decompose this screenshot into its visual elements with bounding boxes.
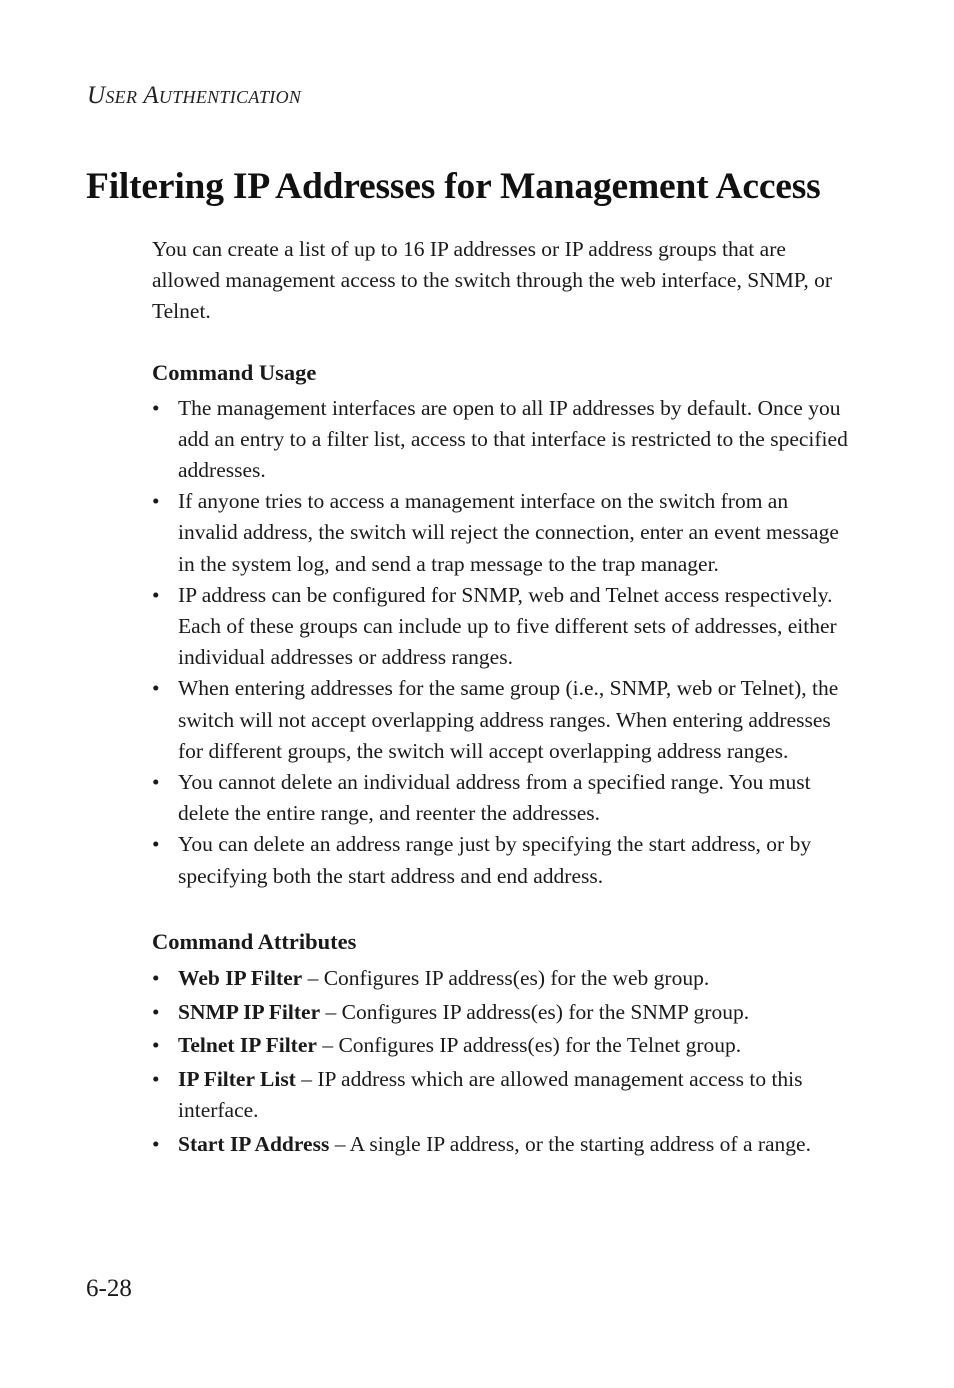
attribute-description: – Configures IP address(es) for the web group. (302, 965, 710, 990)
list-item-text: When entering addresses for the same group (i.e., SNMP, web or Telnet), the switch will not accept overlapping address ranges. When entering addresses for different groups, the switch will accept overlapping address ranges. (178, 676, 839, 763)
attribute-description: – Configures IP address(es) for the Telnet group. (316, 1033, 742, 1058)
bullet-icon: • (152, 1067, 160, 1092)
list-item (152, 486, 852, 580)
attribute-item (152, 997, 852, 1028)
list-item (152, 393, 852, 487)
list-item (152, 767, 852, 829)
intro-paragraph: You can create a list of up to 16 IP addresses or IP address groups that are allowed management access to the switch through the web interface, SNMP, or Telnet. (152, 237, 833, 324)
attribute-item (152, 963, 852, 994)
bullet-icon: • (152, 489, 160, 514)
page-title: Filtering IP Addresses for Management Access (86, 166, 821, 207)
list-item (152, 580, 852, 674)
bullet-icon: • (152, 999, 160, 1024)
command-usage-heading: Command Usage (152, 359, 317, 385)
command-attributes-list (152, 963, 852, 1161)
bullet-icon: • (152, 770, 160, 795)
bullet-icon: • (152, 676, 160, 701)
page-number: 6-28 (86, 1275, 132, 1302)
attribute-item (152, 1129, 852, 1160)
attribute-description: – IP address which are allowed management access to this interface. (178, 1067, 803, 1123)
attribute-item (152, 1030, 852, 1061)
list-item-text: The management interfaces are open to all IP addresses by default. Once you add an entry to a filter list, access to that interface is restricted to the specified addresses. (178, 395, 848, 483)
attribute-term: SNMP IP Filter (178, 999, 321, 1024)
attribute-description: – Configures IP address(es) for the SNMP group. (320, 999, 750, 1024)
running-header: User Authentication (87, 82, 302, 109)
bullet-icon: • (152, 395, 160, 420)
command-usage-list (152, 393, 852, 892)
list-item (152, 673, 852, 767)
command-attributes-heading: Command Attributes (152, 928, 357, 954)
list-item-text: If anyone tries to access a management interface on the switch from an invalid address, the switch will reject the connection, enter an event message in the system log, and send a trap message to the trap manager. (178, 489, 839, 576)
list-item-text: You cannot delete an individual address from a specified range. You must delete the entire range, and reenter the addresses. (178, 770, 811, 826)
bullet-icon: • (152, 832, 160, 857)
list-item-text: IP address can be configured for SNMP, web and Telnet access respectively. Each of these groups can include up to five different sets of addresses, either individual addresses or address ranges. (178, 582, 837, 670)
bullet-icon: • (152, 1132, 160, 1157)
bullet-icon: • (152, 582, 160, 607)
list-item-text: You can delete an address range just by specifying the start address, or by specifying both the start address and end address. (178, 832, 812, 888)
attribute-term: Telnet IP Filter (178, 1033, 317, 1058)
attribute-term: Start IP Address (178, 1132, 330, 1157)
list-item (152, 829, 852, 891)
bullet-icon: • (152, 965, 160, 990)
attribute-item (152, 1064, 852, 1126)
page-content (152, 234, 852, 1163)
bullet-icon: • (152, 1033, 160, 1058)
attribute-term: Web IP Filter (178, 965, 303, 990)
attribute-term: IP Filter List (178, 1067, 296, 1092)
attribute-description: – A single IP address, or the starting address of a range. (329, 1132, 811, 1157)
